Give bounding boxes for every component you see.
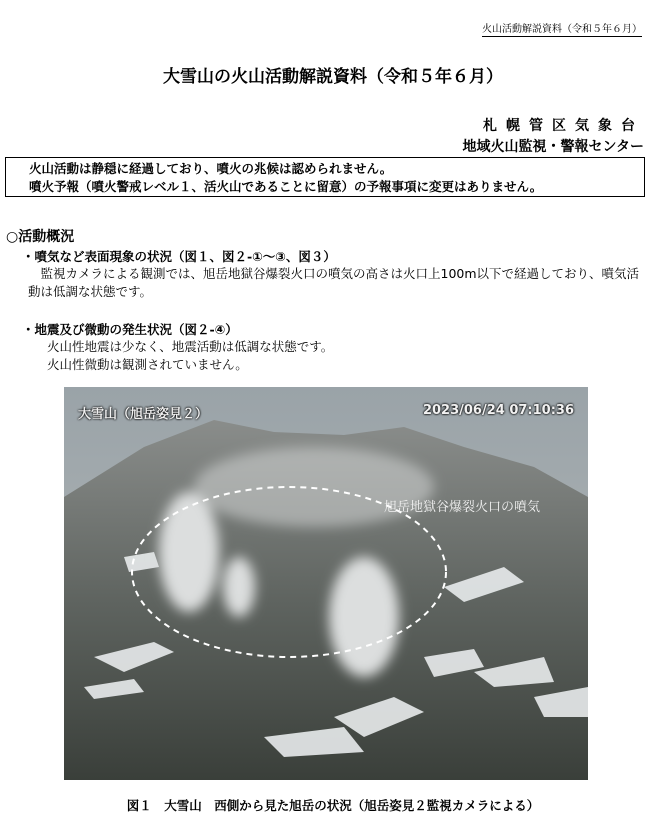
plume-annotation: 旭岳地獄谷爆裂火口の噴気 <box>384 500 541 515</box>
item-text: 火山性地震は少なく、地震活動は低調な状態です。 <box>47 339 334 354</box>
camera-label: 大雪山（旭岳姿見２） <box>78 407 209 422</box>
figure-caption: 図１ 大雪山 西側から見た旭岳の状況（旭岳姿見２監視カメラによる） <box>126 798 540 813</box>
volcano-image <box>64 387 588 780</box>
camera-photo <box>64 387 588 780</box>
page-title: 大雪山の火山活動解説資料（令和５年６月） <box>163 67 503 87</box>
summary-line: 噴火予報（噴火警戒レベル１、活火山であることに留意）の予報事項に変更はありません。 <box>29 179 543 194</box>
org-name: 札幌管区気象台 <box>483 118 644 134</box>
item-heading: ・噴気など表面現象の状況（図１、図２-①～③、図３） <box>22 249 336 264</box>
item-text: 火山性微動は観測されていません。 <box>47 357 248 372</box>
photo-timestamp: 2023/06/24 07:10:36 <box>422 403 574 418</box>
header-tag: 火山活動解説資料（令和５年６月） <box>482 20 642 37</box>
item-heading: ・地震及び微動の発生状況（図２-④） <box>22 322 238 337</box>
summary-line: 火山活動は静穏に経過しており、噴火の兆候は認められません。 <box>29 161 393 176</box>
org-center: 地域火山監視・警報センター <box>462 139 644 155</box>
section-title: ○活動概況 <box>6 229 75 245</box>
summary-box <box>5 157 645 197</box>
item-text: 監視カメラによる観測では、旭岳地獄谷爆裂火口の噴気の高さは火口上100m以下で経過しており、噴気活動は低調な状態です。 <box>28 266 640 299</box>
